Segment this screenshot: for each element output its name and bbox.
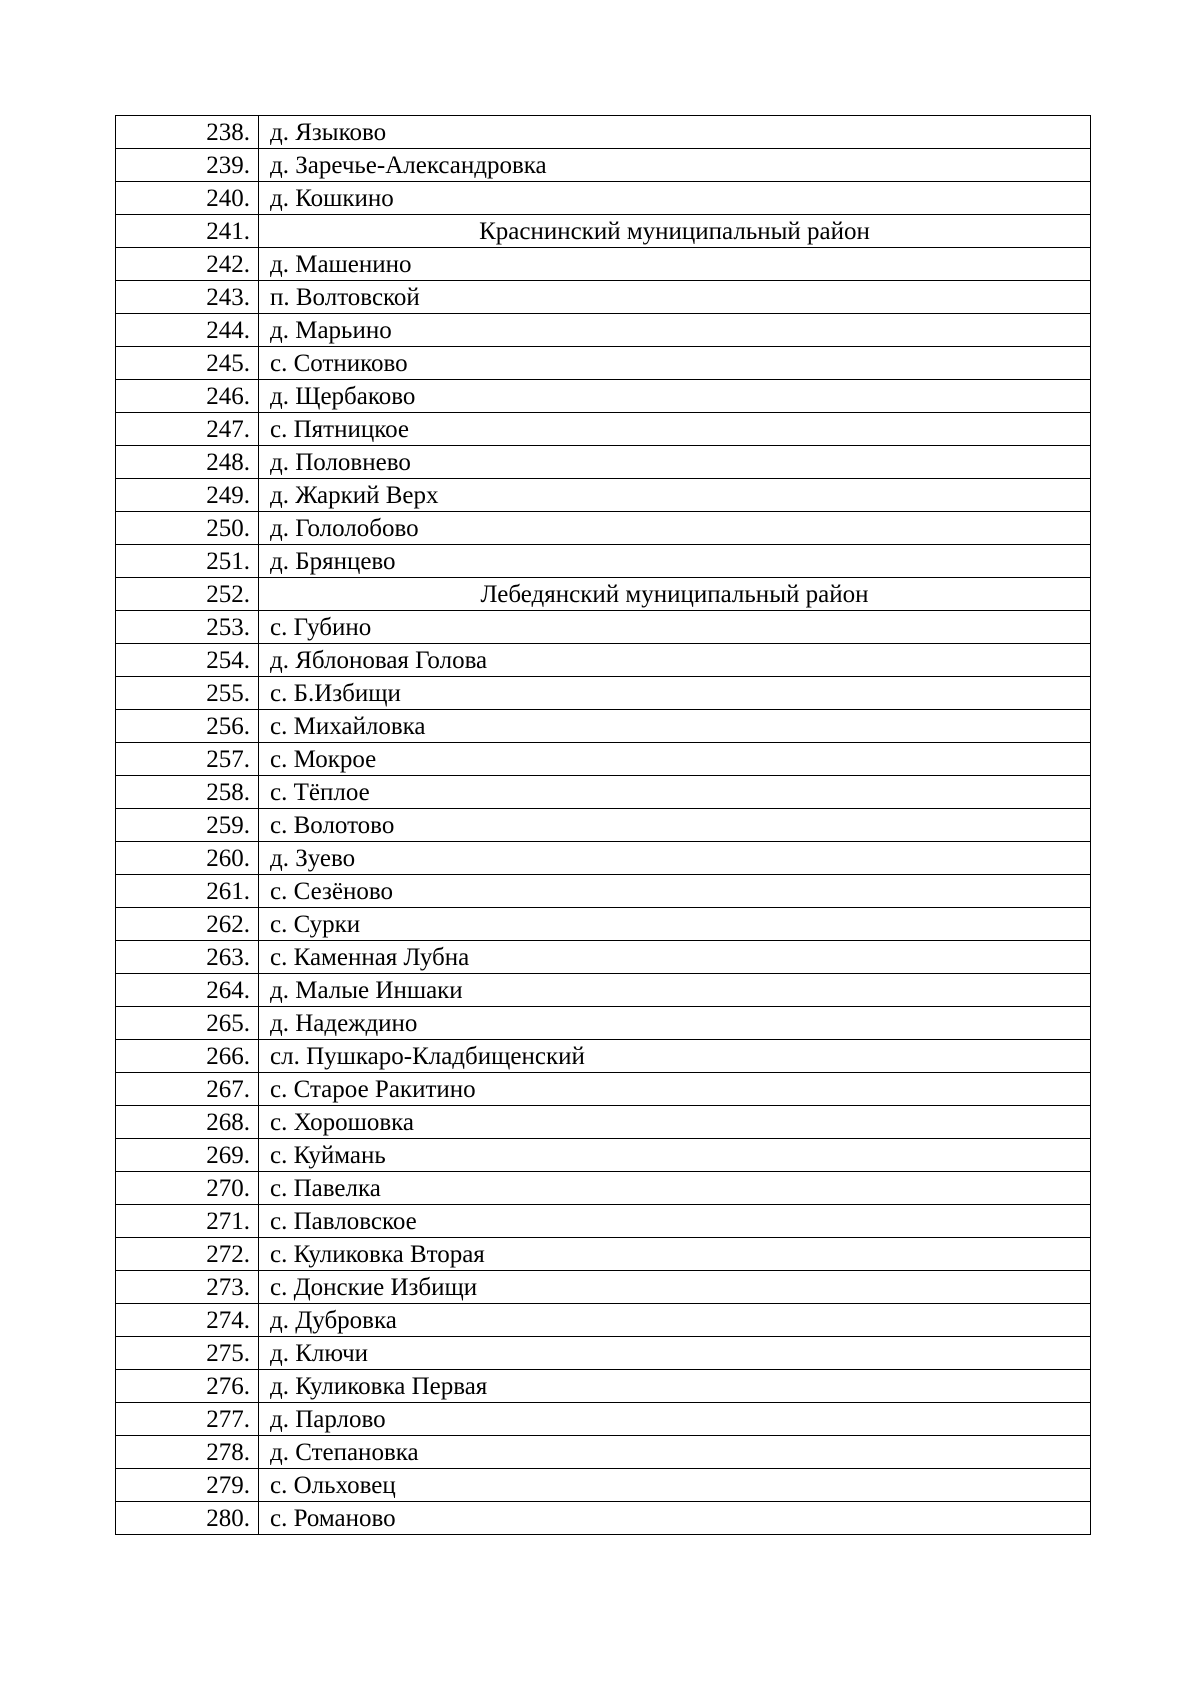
- settlement-name: с. Куймань: [259, 1139, 1091, 1172]
- row-number: 253.: [116, 611, 259, 644]
- table-row: [116, 446, 1091, 479]
- row-number: 269.: [116, 1139, 259, 1172]
- settlement-name: с. Куликовка Вторая: [259, 1238, 1091, 1271]
- table-row: [116, 413, 1091, 446]
- row-number: 279.: [116, 1469, 259, 1502]
- row-number: 273.: [116, 1271, 259, 1304]
- row-number: 252.: [116, 578, 259, 611]
- table-row: [116, 1370, 1091, 1403]
- district-name: Лебедянский муниципальный район: [259, 578, 1091, 611]
- row-number: 238.: [116, 116, 259, 149]
- row-number: 248.: [116, 446, 259, 479]
- row-number: 274.: [116, 1304, 259, 1337]
- settlement-name: с. Губино: [259, 611, 1091, 644]
- row-number: 251.: [116, 545, 259, 578]
- settlement-name: с. Волотово: [259, 809, 1091, 842]
- row-number: 258.: [116, 776, 259, 809]
- table-row: [116, 809, 1091, 842]
- settlement-name: д. Яблоновая Голова: [259, 644, 1091, 677]
- settlement-name: с. Старое Ракитино: [259, 1073, 1091, 1106]
- settlement-name: с. Пятницкое: [259, 413, 1091, 446]
- row-number: 262.: [116, 908, 259, 941]
- row-number: 270.: [116, 1172, 259, 1205]
- settlement-name: с. Павелка: [259, 1172, 1091, 1205]
- row-number: 247.: [116, 413, 259, 446]
- table-row: [116, 512, 1091, 545]
- row-number: 266.: [116, 1040, 259, 1073]
- table-row: [116, 1469, 1091, 1502]
- table-row: [116, 1106, 1091, 1139]
- row-number: 277.: [116, 1403, 259, 1436]
- row-number: 242.: [116, 248, 259, 281]
- table-row: [116, 1172, 1091, 1205]
- settlement-name: д. Парлово: [259, 1403, 1091, 1436]
- row-number: 245.: [116, 347, 259, 380]
- table-row: [116, 1403, 1091, 1436]
- table-row: [116, 644, 1091, 677]
- row-number: 278.: [116, 1436, 259, 1469]
- settlements-table: [115, 115, 1091, 1535]
- settlement-name: д. Машенино: [259, 248, 1091, 281]
- settlement-name: сл. Пушкаро-Кладбищенский: [259, 1040, 1091, 1073]
- table-row: [116, 743, 1091, 776]
- row-number: 250.: [116, 512, 259, 545]
- settlement-name: с. Михайловка: [259, 710, 1091, 743]
- row-number: 264.: [116, 974, 259, 1007]
- settlement-name: д. Зуево: [259, 842, 1091, 875]
- row-number: 244.: [116, 314, 259, 347]
- settlement-name: д. Марьино: [259, 314, 1091, 347]
- district-header-row: [116, 215, 1091, 248]
- settlement-name: д. Щербаково: [259, 380, 1091, 413]
- settlement-name: п. Волтовской: [259, 281, 1091, 314]
- settlement-name: д. Языково: [259, 116, 1091, 149]
- table-row: [116, 776, 1091, 809]
- settlement-name: д. Куликовка Первая: [259, 1370, 1091, 1403]
- settlement-name: с. Романово: [259, 1502, 1091, 1535]
- row-number: 254.: [116, 644, 259, 677]
- table-row: [116, 875, 1091, 908]
- settlement-name: с. Сурки: [259, 908, 1091, 941]
- table-row: [116, 1238, 1091, 1271]
- table-row: [116, 941, 1091, 974]
- settlement-name: д. Дубровка: [259, 1304, 1091, 1337]
- table-row: [116, 281, 1091, 314]
- row-number: 267.: [116, 1073, 259, 1106]
- settlement-name: с. Павловское: [259, 1205, 1091, 1238]
- table-row: [116, 710, 1091, 743]
- settlement-name: с. Б.Избищи: [259, 677, 1091, 710]
- settlement-name: с. Хорошовка: [259, 1106, 1091, 1139]
- table-row: [116, 1271, 1091, 1304]
- table-row: [116, 842, 1091, 875]
- row-number: 280.: [116, 1502, 259, 1535]
- row-number: 256.: [116, 710, 259, 743]
- settlement-name: с. Мокрое: [259, 743, 1091, 776]
- row-number: 261.: [116, 875, 259, 908]
- settlement-name: с. Сезёново: [259, 875, 1091, 908]
- settlement-name: с. Ольховец: [259, 1469, 1091, 1502]
- settlement-name: д. Брянцево: [259, 545, 1091, 578]
- table-row: [116, 347, 1091, 380]
- table-row: [116, 677, 1091, 710]
- table-row: [116, 380, 1091, 413]
- settlement-name: д. Ключи: [259, 1337, 1091, 1370]
- district-name: Краснинский муниципальный район: [259, 215, 1091, 248]
- table-row: [116, 1073, 1091, 1106]
- table-row: [116, 545, 1091, 578]
- row-number: 275.: [116, 1337, 259, 1370]
- row-number: 239.: [116, 149, 259, 182]
- table-row: [116, 149, 1091, 182]
- table-row: [116, 1502, 1091, 1535]
- row-number: 276.: [116, 1370, 259, 1403]
- row-number: 260.: [116, 842, 259, 875]
- table-row: [116, 1205, 1091, 1238]
- settlement-name: д. Кошкино: [259, 182, 1091, 215]
- row-number: 265.: [116, 1007, 259, 1040]
- row-number: 246.: [116, 380, 259, 413]
- table-body: [116, 116, 1091, 1535]
- table-row: [116, 1304, 1091, 1337]
- table-row: [116, 908, 1091, 941]
- table-row: [116, 1139, 1091, 1172]
- row-number: 268.: [116, 1106, 259, 1139]
- table-row: [116, 974, 1091, 1007]
- row-number: 257.: [116, 743, 259, 776]
- table-row: [116, 1337, 1091, 1370]
- settlement-name: д. Малые Иншаки: [259, 974, 1091, 1007]
- table-row: [116, 182, 1091, 215]
- row-number: 271.: [116, 1205, 259, 1238]
- settlement-name: д. Надеждино: [259, 1007, 1091, 1040]
- row-number: 249.: [116, 479, 259, 512]
- settlement-name: д. Заречье-Александровка: [259, 149, 1091, 182]
- table-row: [116, 1040, 1091, 1073]
- row-number: 243.: [116, 281, 259, 314]
- settlement-name: д. Гололобово: [259, 512, 1091, 545]
- table-row: [116, 1007, 1091, 1040]
- settlement-name: д. Жаркий Верх: [259, 479, 1091, 512]
- settlement-name: с. Тёплое: [259, 776, 1091, 809]
- table-row: [116, 248, 1091, 281]
- settlement-name: д. Степановка: [259, 1436, 1091, 1469]
- row-number: 240.: [116, 182, 259, 215]
- table-row: [116, 1436, 1091, 1469]
- settlement-name: с. Сотниково: [259, 347, 1091, 380]
- settlement-name: с. Донские Избищи: [259, 1271, 1091, 1304]
- settlement-name: д. Половнево: [259, 446, 1091, 479]
- table-row: [116, 314, 1091, 347]
- district-header-row: [116, 578, 1091, 611]
- table-row: [116, 479, 1091, 512]
- row-number: 263.: [116, 941, 259, 974]
- settlement-name: с. Каменная Лубна: [259, 941, 1091, 974]
- row-number: 241.: [116, 215, 259, 248]
- table-row: [116, 116, 1091, 149]
- row-number: 255.: [116, 677, 259, 710]
- row-number: 259.: [116, 809, 259, 842]
- row-number: 272.: [116, 1238, 259, 1271]
- table-row: [116, 611, 1091, 644]
